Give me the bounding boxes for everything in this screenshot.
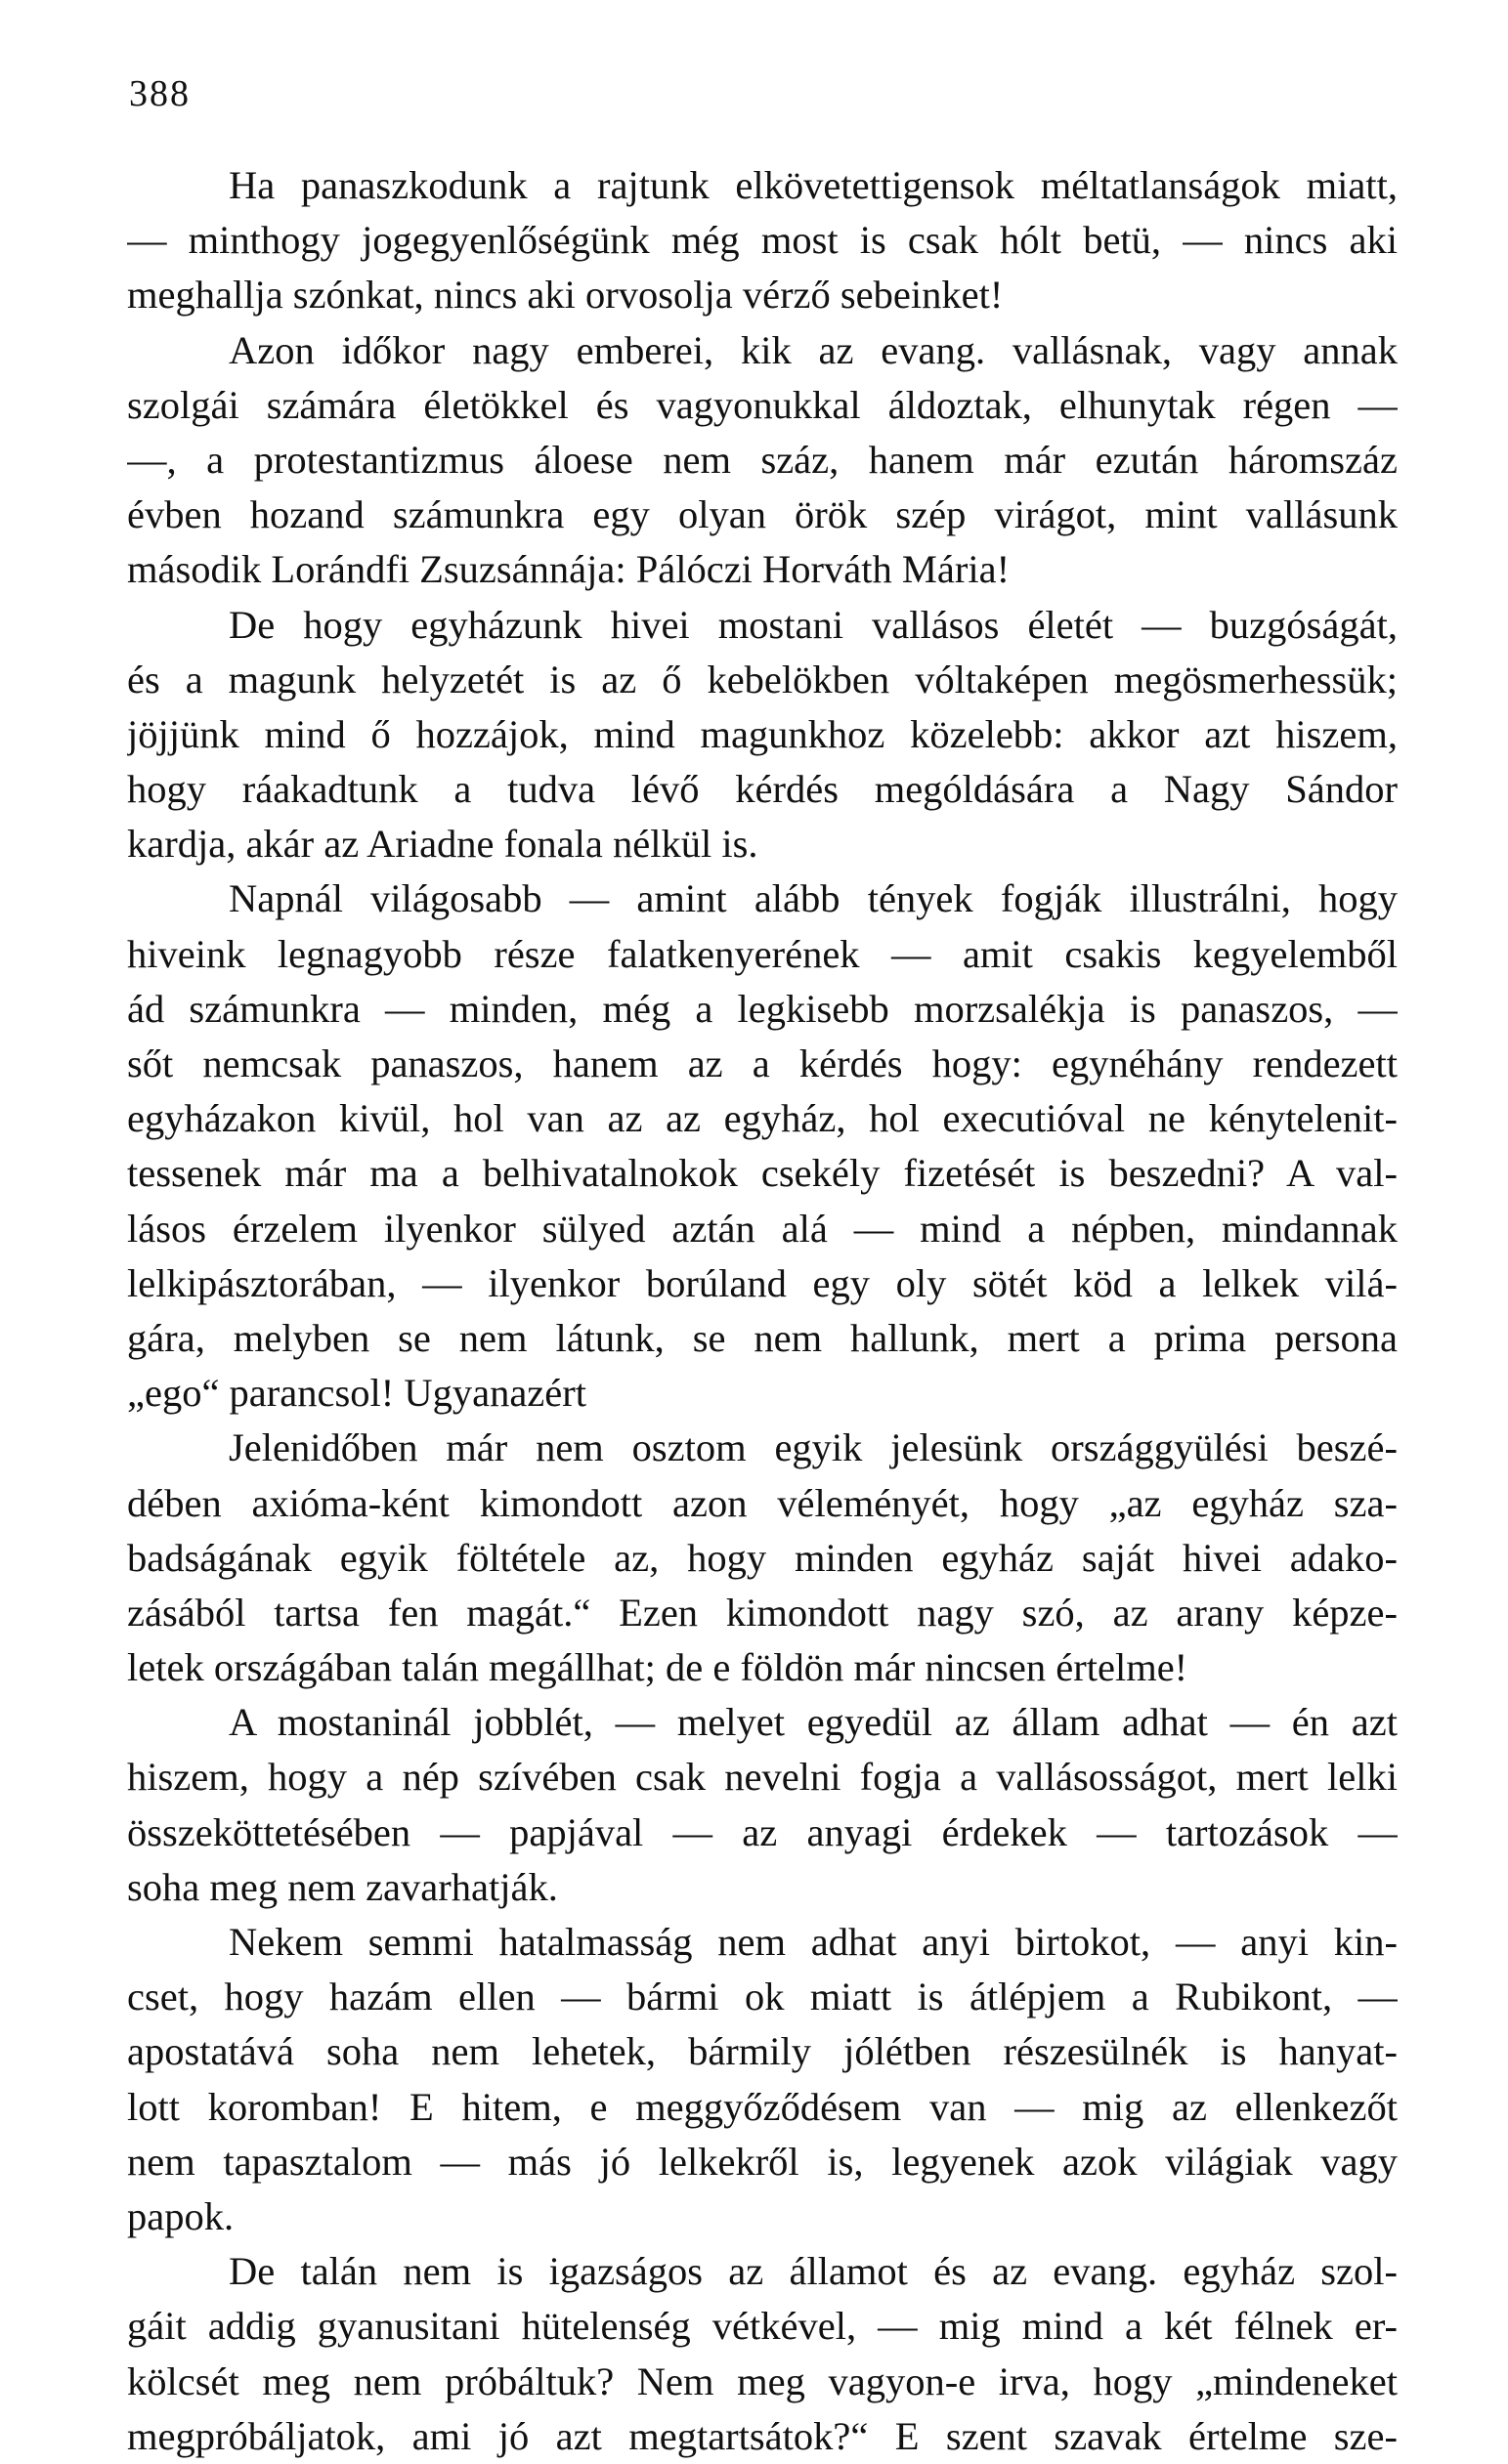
text-line: „ego“ parancsol! Ugyanazért bbox=[127, 1371, 586, 1416]
text-line: soha meg nem zavarhatják. bbox=[127, 1864, 558, 1909]
text-line: lott koromban! E hitem, e meggyőződésem van — mig az ellenkezőt bbox=[127, 2084, 1398, 2129]
text-line: hogy ráakadtunk a tudva lévő kérdés mególdására a Nagy Sándor bbox=[127, 767, 1398, 812]
text-line: Ha panaszkodunk a rajtunk elkövetettigensok méltatlanságok miatt, bbox=[229, 163, 1398, 207]
text-line: De talán nem is igazságos az államot és az evang. egyház szol- bbox=[229, 2249, 1398, 2294]
body-text bbox=[127, 158, 1398, 2464]
text-line: sőt nemcsak panaszos, hanem az a kérdés hogy: egynéhány rendezett bbox=[127, 1041, 1398, 1085]
paragraph bbox=[127, 2244, 1398, 2464]
text-line: és a magunk helyzetét is az ő kebelökben vóltaképen megösmerhessük; bbox=[127, 657, 1398, 701]
paragraph bbox=[127, 158, 1398, 323]
text-line: megpróbáljatok, ami jó azt megtartsátok?“ E szent szavak értelme sze- bbox=[127, 2413, 1398, 2458]
text-line: Jelenidőben már nem osztom egyik jelesünk országgyülési beszé- bbox=[229, 1425, 1398, 1470]
paragraph bbox=[127, 1695, 1398, 1915]
text-line: Azon időkor nagy emberei, kik az evang. vallásnak, vagy annak bbox=[229, 327, 1398, 372]
text-line: második Lorándfi Zsuzsánnája: Pálóczi Horváth Mária! bbox=[127, 547, 1011, 592]
text-line: dében axióma-ként kimondott azon véleményét, hogy „az egyház sza- bbox=[127, 1480, 1398, 1525]
text-line: nem tapasztalom — más jó lelkekről is, legyenek azok világiak vagy bbox=[127, 2139, 1398, 2184]
text-line: apostatává soha nem lehetek, bármily jólétben részesülnék is hanyat- bbox=[127, 2029, 1398, 2074]
page-number: 388 bbox=[129, 73, 191, 114]
text-line: szolgái számára életökkel és vagyonukkal áldoztak, elhunytak régen — bbox=[127, 382, 1398, 427]
text-line: badságának egyik föltétele az, hogy minden egyház saját hivei adako- bbox=[127, 1535, 1398, 1580]
text-line: hiszem, hogy a nép szívében csak nevelni fogja a vallásosságot, mert lelki bbox=[127, 1755, 1398, 1800]
text-line: — minthogy jogegyenlőségünk még most is csak hólt betü, — nincs aki bbox=[127, 218, 1398, 263]
text-line: cset, hogy hazám ellen — bármi ok miatt is átlépjem a Rubikont, — bbox=[127, 1975, 1398, 2019]
text-line: kardja, akár az Ariadne fonala nélkül is. bbox=[127, 822, 758, 867]
text-line: egyházakon kivül, hol van az az egyház, hol executióval ne kénytelenit- bbox=[127, 1096, 1398, 1141]
text-line: —, a protestantizmus áloese nem száz, hanem már ezután háromszáz bbox=[127, 437, 1398, 482]
text-line: papok. bbox=[127, 2193, 235, 2238]
text-line: De hogy egyházunk hivei mostani vallásos életét — buzgóságát, bbox=[229, 602, 1398, 647]
text-line: meghallja szónkat, nincs aki orvosolja vérző sebeinket! bbox=[127, 273, 1004, 318]
text-line: Nekem semmi hatalmasság nem adhat anyi birtokot, — anyi kin- bbox=[229, 1920, 1398, 1964]
paragraph bbox=[127, 323, 1398, 598]
text-line: kölcsét meg nem próbáltuk? Nem meg vagyon-e irva, hogy „mindeneket bbox=[127, 2358, 1398, 2403]
text-line: lelkipásztorában, — ilyenkor borúland egy oly sötét köd a lelkek vilá- bbox=[127, 1260, 1398, 1305]
paragraph bbox=[127, 598, 1398, 872]
text-line: zásából tartsa fen magát.“ Ezen kimondott nagy szó, az arany képze- bbox=[127, 1590, 1398, 1635]
text-line: letek országában talán megállhat; de e földön már nincsen értelme! bbox=[127, 1645, 1188, 1690]
text-line: ád számunkra — minden, még a legkisebb morzsalékja is panaszos, — bbox=[127, 986, 1398, 1031]
text-line: tessenek már ma a belhivatalnokok csekély fizetését is beszedni? A val- bbox=[127, 1151, 1398, 1196]
text-line: jöjjünk mind ő hozzájok, mind magunkhoz közelebb: akkor azt hiszem, bbox=[127, 711, 1398, 756]
text-line: A mostaninál jobblét, — melyet egyedül az állam adhat — én azt bbox=[229, 1700, 1398, 1745]
paragraph bbox=[127, 1421, 1398, 1695]
text-line: gára, melyben se nem látunk, se nem hallunk, mert a prima persona bbox=[127, 1315, 1398, 1360]
text-line: évben hozand számunkra egy olyan örök szép virágot, mint vallásunk bbox=[127, 492, 1398, 537]
paragraph bbox=[127, 871, 1398, 1421]
text-line: lásos érzelem ilyenkor sülyed aztán alá — mind a népben, mindannak bbox=[127, 1206, 1398, 1251]
text-line: hiveink legnagyobb része falatkenyerének — amit csakis kegyelemből bbox=[127, 931, 1398, 976]
text-line: Napnál világosabb — amint alább tények fogják illustrálni, hogy bbox=[229, 876, 1398, 921]
text-line: gáit addig gyanusitani hütelenség vétkével, — mig mind a két félnek er- bbox=[127, 2304, 1398, 2349]
text-line: összeköttetésében — papjával — az anyagi érdekek — tartozások — bbox=[127, 1809, 1398, 1854]
paragraph bbox=[127, 1915, 1398, 2244]
